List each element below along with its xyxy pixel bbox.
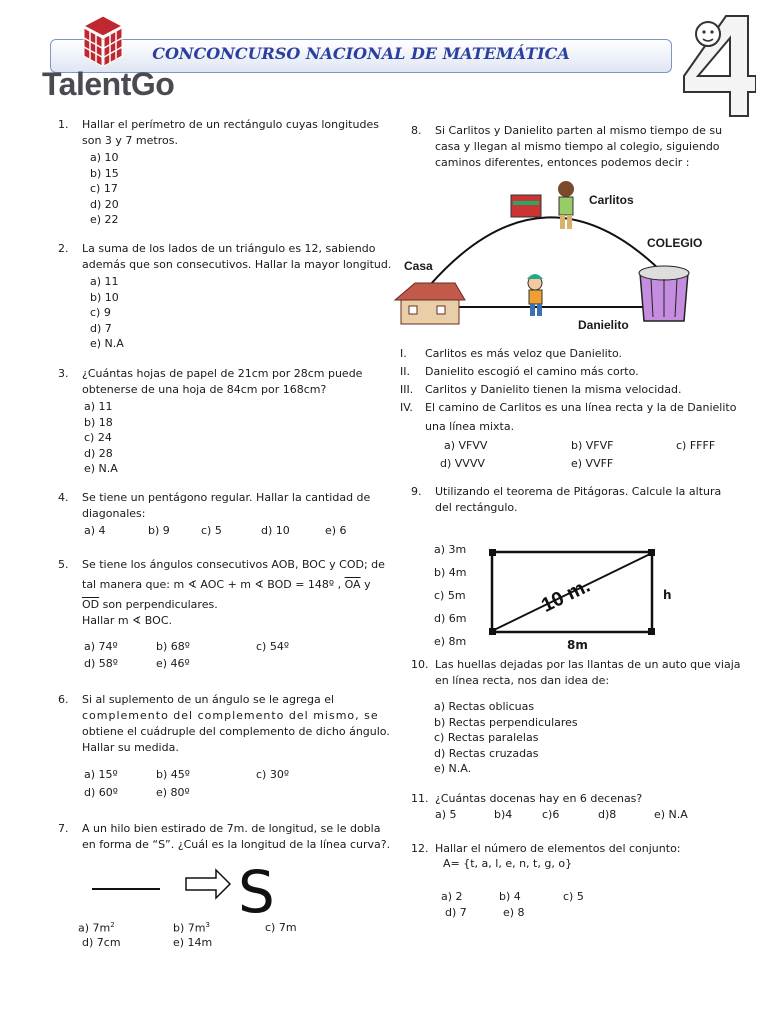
question-text-line: tal manera que: m ∢ AOC + m ∢ BOD = 148º , bbox=[82, 578, 342, 591]
question-number: 7. bbox=[58, 822, 69, 835]
options-list bbox=[90, 274, 124, 352]
option-b[interactable]: b) 4m bbox=[434, 566, 467, 579]
option-e[interactable]: e) 8 bbox=[503, 906, 525, 919]
question-text-line: La suma de los lados de un triángulo es 12, sabiendo bbox=[82, 242, 376, 255]
question-text-line: obtiene el cuádruple del complemento de dicho ángulo. bbox=[82, 725, 390, 738]
diagonal-label: 10 m. bbox=[538, 574, 594, 617]
question-text-line: son perpendiculares. bbox=[102, 598, 218, 611]
option-e[interactable]: e) N.A bbox=[90, 337, 124, 350]
question-text-line: Utilizando el teorema de Pitágoras. Calcule la altura bbox=[435, 485, 722, 498]
base-label: 8m bbox=[567, 638, 588, 652]
question-number: 6. bbox=[58, 693, 69, 706]
option-d[interactable]: d) 7cm bbox=[82, 936, 121, 949]
option-c[interactable]: c) 17 bbox=[90, 182, 118, 195]
option-b[interactable]: b) 15 bbox=[90, 166, 119, 180]
option-b[interactable]: b) 9 bbox=[148, 524, 170, 537]
option-a[interactable]: a) 15º bbox=[84, 768, 118, 781]
rectangle-diagram bbox=[488, 548, 658, 636]
question-number: 12. bbox=[411, 842, 429, 855]
statement-number: IV. bbox=[400, 401, 413, 414]
statement-number: III. bbox=[400, 383, 414, 396]
house-icon bbox=[395, 283, 465, 324]
label-colegio: COLEGIO bbox=[647, 236, 703, 250]
option-e[interactable]: e) 80º bbox=[156, 786, 190, 799]
question-text-line: ¿Cuántas hojas de papel de 21cm por 28cm puede bbox=[82, 367, 363, 380]
statement-text: una línea mixta. bbox=[425, 420, 515, 433]
question-text-line: Hallar su medida. bbox=[82, 741, 179, 754]
s-shape-letter: S bbox=[238, 860, 275, 920]
question-text bbox=[82, 117, 379, 149]
question-number: 4. bbox=[58, 491, 69, 504]
option-e[interactable]: e) N.A. bbox=[434, 762, 472, 775]
option-a[interactable]: a) 5 bbox=[435, 808, 457, 821]
question-text-line: A un hilo bien estirado de 7m. de longitud, se le dobla bbox=[82, 822, 381, 835]
question-text bbox=[82, 555, 385, 627]
question-text bbox=[82, 821, 390, 853]
option-d[interactable]: d) 7 bbox=[90, 321, 112, 335]
brand-name: TalentGo bbox=[42, 66, 175, 102]
statement-text: Danielito escogió el camino más corto. bbox=[425, 365, 639, 378]
option-e[interactable]: e) 22 bbox=[90, 213, 119, 226]
question-text-line: complemento del complemento del mismo, se bbox=[82, 709, 379, 722]
question-number: 11. bbox=[411, 792, 429, 805]
option-a[interactable]: a) 74º bbox=[84, 640, 118, 653]
talentgo-logo-icon bbox=[80, 14, 126, 70]
option-c[interactable]: c) Rectas paralelas bbox=[434, 731, 539, 744]
option-a[interactable]: a) 11 bbox=[84, 400, 113, 413]
option-a[interactable]: a) 4 bbox=[84, 524, 106, 537]
conjunction: y bbox=[364, 578, 371, 591]
option-e[interactable]: e) 46º bbox=[156, 657, 190, 670]
option-e[interactable]: e) 6 bbox=[325, 524, 347, 537]
option-b[interactable]: b) $7m^3$ bbox=[173, 921, 210, 935]
option-a[interactable]: a) Rectas oblicuas bbox=[434, 700, 535, 713]
options-list bbox=[90, 150, 119, 228]
question-number: 5. bbox=[58, 558, 69, 571]
label-casa: Casa bbox=[404, 259, 433, 273]
option-c[interactable]: c) 5 bbox=[563, 890, 584, 903]
path-diagram bbox=[385, 175, 705, 345]
carlitos-curved-path bbox=[430, 217, 665, 285]
option-e[interactable]: e) VVFF bbox=[571, 457, 614, 470]
option-c[interactable]: c) 5 bbox=[201, 524, 222, 537]
option-c[interactable]: c) 9 bbox=[90, 306, 111, 319]
question-text-line: obtenerse de una hoja de 84cm por 168cm? bbox=[82, 383, 327, 396]
option-d[interactable]: d) 20 bbox=[90, 197, 119, 211]
school-basket-icon bbox=[639, 266, 689, 321]
option-d[interactable]: d) 7 bbox=[445, 906, 467, 919]
option-b[interactable]: b) 4 bbox=[499, 890, 521, 903]
question-text bbox=[435, 484, 721, 516]
option-a[interactable]: a) $7m^2$ bbox=[78, 921, 115, 935]
option-d[interactable]: d) 60º bbox=[84, 786, 118, 799]
ray-oa: $\overline{OA}$ bbox=[344, 578, 361, 591]
question-text-line: caminos diferentes, entonces podemos decir : bbox=[435, 156, 690, 169]
option-b[interactable]: b)4 bbox=[494, 808, 513, 821]
question-text bbox=[435, 657, 741, 689]
option-b[interactable]: b) 45º bbox=[156, 768, 190, 781]
thread-figure bbox=[88, 860, 288, 920]
question-text-line: además que son consecutivos. Hallar la mayor longitud. bbox=[82, 258, 392, 271]
options-list bbox=[84, 399, 118, 477]
option-a[interactable]: a) VFVV bbox=[444, 439, 488, 452]
question-text bbox=[435, 123, 722, 171]
question-text-line: son 3 y 7 metros. bbox=[82, 134, 178, 147]
option-c[interactable]: c) 5m bbox=[434, 589, 466, 602]
question-text bbox=[82, 241, 391, 273]
option-d[interactable]: d) 58º bbox=[84, 657, 118, 670]
question-number: 8. bbox=[411, 124, 422, 137]
question-text bbox=[82, 692, 390, 756]
question-text-line: diagonales: bbox=[82, 507, 146, 520]
option-d[interactable]: d)8 bbox=[598, 808, 617, 821]
statement-text: Carlitos es más veloz que Danielito. bbox=[425, 347, 623, 360]
option-d[interactable]: d) 28 bbox=[84, 446, 113, 460]
label-danielito: Danielito bbox=[578, 318, 629, 332]
ray-od: $\overline{OD}$ bbox=[82, 598, 100, 611]
option-c[interactable]: c) 7m bbox=[265, 921, 297, 934]
statement-number: I. bbox=[400, 347, 407, 360]
option-c[interactable]: c) FFFF bbox=[676, 439, 716, 452]
option-e[interactable]: e) 14m bbox=[173, 936, 213, 949]
option-b[interactable]: b) VFVF bbox=[571, 439, 614, 452]
question-number: 2. bbox=[58, 242, 69, 255]
question-text bbox=[82, 366, 362, 398]
option-d[interactable]: d) VVVV bbox=[440, 457, 485, 470]
question-number: 9. bbox=[411, 485, 422, 498]
question-text-line: en línea recta, nos dan idea de: bbox=[435, 674, 610, 687]
question-text-line: Hallar m ∢ BOC. bbox=[82, 614, 172, 627]
option-a[interactable]: a) 3m bbox=[434, 543, 467, 556]
question-text-line: del rectángulo. bbox=[435, 501, 518, 514]
question-text bbox=[82, 490, 370, 522]
question-text-line: Se tiene un pentágono regular. Hallar la cantidad de bbox=[82, 491, 371, 504]
question-text: ¿Cuántas docenas hay en 6 decenas? bbox=[435, 792, 643, 805]
question-text-line: en forma de “S”. ¿Cuál es la longitud de la línea curva?. bbox=[82, 838, 391, 851]
question-number: 10. bbox=[411, 658, 429, 671]
set-definition: A= {t, a, l, e, n, t, g, o} bbox=[443, 857, 573, 870]
question-text-line: Si Carlitos y Danielito parten al mismo tiempo de su bbox=[435, 124, 723, 137]
option-a[interactable]: a) 11 bbox=[90, 275, 119, 288]
option-c[interactable]: c) 54º bbox=[256, 640, 290, 653]
options-list bbox=[434, 699, 578, 777]
statement-text: Carlitos y Danielito tienen la misma velocidad. bbox=[425, 383, 682, 396]
question-text-line: Las huellas dejadas por las llantas de un auto que viaja bbox=[435, 658, 741, 671]
option-c[interactable]: c)6 bbox=[542, 808, 560, 821]
grade-number-mascot-icon bbox=[678, 12, 756, 120]
question-text-line: Se tiene los ángulos consecutivos AOB, BOC y COD; de bbox=[82, 558, 385, 571]
question-number: 3. bbox=[58, 367, 69, 380]
option-a[interactable]: a) 2 bbox=[441, 890, 463, 903]
right-arrow-icon bbox=[186, 870, 230, 898]
option-c[interactable]: c) 30º bbox=[256, 768, 290, 781]
option-a[interactable]: a) 10 bbox=[90, 151, 119, 164]
option-b[interactable]: b) 18 bbox=[84, 415, 113, 429]
option-e[interactable]: e) 8m bbox=[434, 635, 467, 648]
option-d[interactable]: d) 10 bbox=[261, 524, 290, 537]
question-number: 1. bbox=[58, 118, 69, 131]
page-title: CONCONCURSO NACIONAL DE MATEMÁTICA bbox=[152, 44, 570, 63]
statement-number: II. bbox=[400, 365, 410, 378]
height-label: h bbox=[663, 588, 672, 602]
option-e[interactable]: e) N.A bbox=[654, 808, 688, 821]
option-b[interactable]: b) Rectas perpendiculares bbox=[434, 715, 578, 729]
question-text-line: Si al suplemento de un ángulo se le agrega el bbox=[82, 693, 335, 706]
option-b[interactable]: b) 10 bbox=[90, 290, 119, 304]
option-b[interactable]: b) 68º bbox=[156, 640, 190, 653]
option-d[interactable]: d) Rectas cruzadas bbox=[434, 746, 539, 760]
option-c[interactable]: c) 24 bbox=[84, 431, 112, 444]
label-carlitos: Carlitos bbox=[589, 193, 634, 207]
statement-text: El camino de Carlitos es una línea recta y la de Danielito bbox=[425, 401, 737, 414]
danielito-boy-icon bbox=[527, 274, 543, 316]
question-text: Hallar el número de elementos del conjunto: bbox=[435, 842, 681, 855]
question-text-line: casa y llegan al mismo tiempo al colegio, siguiendo bbox=[435, 140, 720, 153]
options-list bbox=[434, 542, 466, 657]
option-e[interactable]: e) N.A bbox=[84, 462, 118, 475]
option-d[interactable]: d) 6m bbox=[434, 612, 467, 625]
question-text-line: Hallar el perímetro de un rectángulo cuyas longitudes bbox=[82, 118, 379, 131]
